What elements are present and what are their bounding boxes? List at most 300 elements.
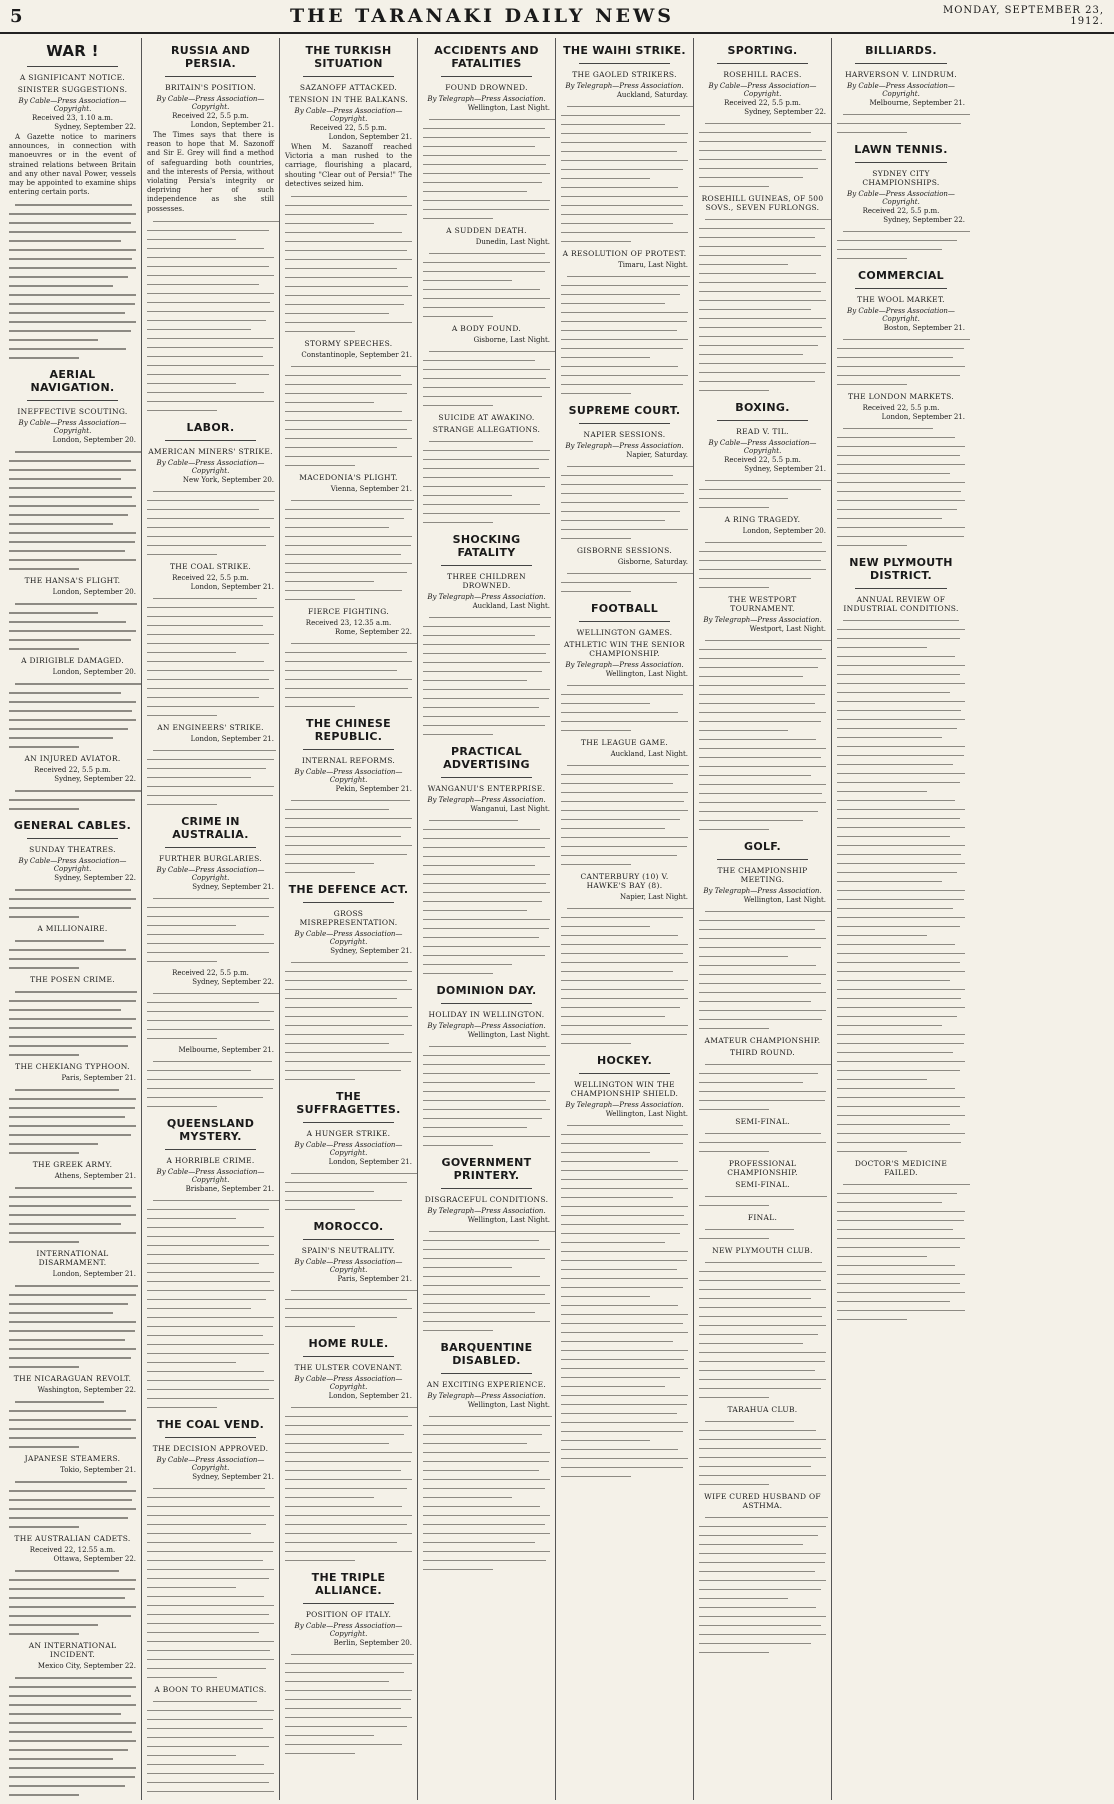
text-line: [9, 209, 136, 218]
dateline: London, September 21.: [52, 1270, 136, 1279]
text-line: [837, 1057, 965, 1066]
text-line: [837, 985, 965, 994]
text-line: [285, 1695, 412, 1704]
subheading: INTERNAL REFORMS.: [301, 756, 396, 766]
text-line: [423, 142, 550, 151]
text-line: [837, 994, 965, 1003]
text-line: [423, 133, 550, 142]
subheading: NAPIER SESSIONS.: [583, 430, 666, 439]
text-line: [147, 1232, 274, 1241]
text-line: [285, 577, 412, 586]
text-line: [285, 1686, 412, 1695]
dateline: Boston, September 21.: [883, 324, 965, 332]
text-lines: [147, 989, 274, 1043]
text-line: [561, 237, 688, 246]
text-line: [147, 1787, 274, 1796]
section-heading: FOOTBALL: [590, 602, 659, 615]
text-line: [699, 1480, 826, 1489]
text-line: [837, 886, 965, 895]
section-heading: THE SUFFRAGETTES.: [296, 1090, 401, 1117]
text-line: [147, 226, 274, 235]
text-line: [9, 1317, 136, 1326]
text-line: [561, 690, 688, 699]
text-line: [9, 1477, 136, 1486]
text-line: [837, 353, 965, 362]
text-line: [9, 1281, 136, 1290]
text-line: [147, 289, 274, 298]
text-line: [699, 1558, 826, 1567]
text-line: [9, 1228, 136, 1237]
text-line: [423, 169, 550, 178]
text-line: [9, 804, 136, 813]
text-line: [9, 697, 136, 706]
text-line: [561, 138, 688, 147]
subheading: READ V. TIL.: [736, 427, 789, 436]
subheading: SINISTER SUGGESTIONS.: [17, 85, 128, 94]
text-lines: [285, 362, 412, 470]
text-line: [699, 1348, 826, 1357]
section-heading: GOLF.: [744, 840, 781, 853]
text-line: [423, 1051, 550, 1060]
text-line: [699, 538, 826, 547]
text-line: [837, 1198, 965, 1207]
text-line: [561, 534, 688, 543]
text-line: [285, 1722, 412, 1731]
text-line: [9, 447, 136, 456]
text-line: [147, 1093, 274, 1102]
column-2: [142, 38, 280, 1800]
text-line: [147, 1601, 274, 1610]
text-line: [699, 663, 826, 672]
text-line: [147, 307, 274, 316]
subheading: SAZANOFF ATTACKED.: [299, 83, 398, 92]
text-line: [285, 1313, 412, 1322]
text-line: [561, 949, 688, 958]
text-line: [561, 290, 688, 299]
section-heading: CRIME IN AUSTRALIA.: [172, 814, 249, 841]
text-line: [561, 344, 688, 353]
text-line: [837, 688, 965, 697]
divider: [579, 621, 670, 622]
subheading: THREE CHILDREN DROWNED.: [447, 572, 526, 590]
text-line: [837, 904, 965, 913]
text-line: [699, 1567, 826, 1576]
subheading: GISBORNE SESSIONS.: [576, 546, 673, 555]
text-line: [699, 1531, 826, 1540]
text-line: [561, 471, 688, 480]
text-line: [423, 951, 550, 960]
subheading: THE WESTPORT TOURNAMENT.: [728, 595, 797, 613]
text-line: [561, 931, 688, 940]
text-line: [699, 476, 826, 485]
text-line: [837, 958, 965, 967]
text-line: [699, 556, 826, 565]
dateline: Gisborne, Saturday.: [617, 558, 688, 566]
text-line: [561, 192, 688, 201]
text-line: [561, 1301, 688, 1310]
text-line: [9, 1308, 136, 1317]
text-line: [147, 298, 274, 307]
text-line: [147, 1706, 274, 1715]
credit-line: By Cable—Press Association—Copyright.: [18, 857, 127, 874]
text-line: [285, 1430, 412, 1439]
text-line: [147, 505, 274, 514]
text-line: [837, 859, 965, 868]
subheading: THE POSEN CRIME.: [30, 975, 115, 985]
text-line: [9, 281, 136, 290]
text-line: [423, 1141, 550, 1150]
text-line: [699, 1540, 826, 1549]
text-line: [285, 985, 412, 994]
article-text: When M. Sazanoff reached Victoria a man rushed to the carriage, flourishing a placard, shouting "Clear out of Persia!" The detectives seized him.: [285, 143, 412, 188]
text-line: [423, 1511, 550, 1520]
text-line: [147, 280, 274, 289]
text-line: [699, 1258, 826, 1267]
credit-line: By Cable—Press Association—Copyright.: [156, 1455, 265, 1472]
text-line: [837, 1252, 965, 1261]
text-lines: [423, 613, 550, 739]
text-line: [837, 661, 965, 670]
text-line: [561, 111, 688, 120]
text-line: [9, 795, 136, 804]
text-line: [423, 401, 550, 410]
text-line: [837, 1306, 965, 1315]
text-line: [837, 1075, 965, 1084]
text-line: [837, 1129, 965, 1138]
text-line: [561, 1328, 688, 1337]
text-line: [561, 569, 688, 578]
text-line: [147, 370, 274, 379]
text-line: [699, 961, 826, 970]
text-line: [9, 1504, 136, 1513]
text-line: [423, 640, 550, 649]
text-line: [837, 245, 965, 254]
text-line: [561, 228, 688, 237]
text-lines: [561, 272, 688, 398]
text-line: [561, 462, 688, 471]
text-lines: [423, 816, 550, 978]
text-lines: [147, 1057, 274, 1111]
text-line: [561, 272, 688, 281]
text-line: [423, 1430, 550, 1439]
text-line: [9, 1575, 136, 1584]
text-line: [147, 325, 274, 334]
dateline: Auckland, Saturday.: [616, 91, 688, 99]
subheading: GROSS MISREPRESENTATION.: [299, 909, 398, 928]
divider: [855, 288, 947, 289]
text-line: [147, 755, 274, 764]
text-line: [9, 706, 136, 715]
text-line: [147, 1259, 274, 1268]
text-line: [9, 786, 136, 795]
text-line: [147, 1574, 274, 1583]
text-lines: [147, 1697, 274, 1800]
text-line: [699, 1417, 826, 1426]
text-line: [285, 264, 412, 273]
text-line: [423, 1538, 550, 1547]
subheading: A SIGNIFICANT NOTICE.: [19, 73, 126, 82]
text-line: [285, 541, 412, 550]
text-line: [9, 1219, 136, 1228]
text-lines: [423, 249, 550, 321]
text-lines: [147, 217, 274, 415]
text-line: [285, 1475, 412, 1484]
divider: [165, 1437, 256, 1438]
text-line: [561, 1391, 688, 1400]
subheading: A RESOLUTION OF PROTEST.: [562, 249, 687, 258]
text-line: [285, 1403, 412, 1412]
text-line: [9, 564, 136, 573]
text-line: [9, 1094, 136, 1103]
text-line: [837, 868, 965, 877]
subheading: SUNDAY THEATRES.: [29, 845, 116, 855]
text-line: [9, 1745, 136, 1754]
text-line: [561, 353, 688, 362]
dateline: Wellington, Last Night.: [605, 1110, 688, 1118]
text-line: [285, 1003, 412, 1012]
text-line: [285, 1075, 412, 1084]
text-line: [285, 1421, 412, 1430]
text-line: [285, 1547, 412, 1556]
text-line: [837, 895, 965, 904]
text-line: [285, 550, 412, 559]
text-line: [9, 1103, 136, 1112]
text-line: [699, 997, 826, 1006]
text-line: [699, 182, 826, 191]
credit-line: By Cable—Press Association—Copyright.: [294, 1375, 403, 1392]
text-line: [837, 1102, 965, 1111]
text-line: [9, 936, 136, 945]
text-line: [147, 1286, 274, 1295]
text-line: [837, 1039, 965, 1048]
text-line: [9, 1299, 136, 1308]
text-line: [561, 1175, 688, 1184]
text-line: [9, 317, 136, 326]
masthead: [0, 0, 1114, 34]
text-line: [699, 155, 826, 164]
text-line: [9, 263, 136, 272]
dateline: London, September 21.: [190, 734, 274, 743]
text-line: [285, 192, 412, 201]
text-line: [9, 1050, 136, 1059]
text-line: [147, 603, 274, 612]
text-line: [9, 626, 136, 635]
text-line: [699, 916, 826, 925]
text-line: [9, 945, 136, 954]
text-line: [147, 1331, 274, 1340]
text-line: [837, 814, 965, 823]
text-line: [423, 482, 550, 491]
text-line: [423, 676, 550, 685]
divider: [303, 1239, 394, 1240]
text-line: [699, 825, 826, 834]
section-heading: THE TURKISH SITUATION: [305, 44, 392, 70]
text-line: [285, 380, 412, 389]
text-line: [285, 425, 412, 434]
text-line: [837, 514, 965, 523]
text-lines: [9, 1566, 136, 1638]
text-line: [837, 1021, 965, 1030]
text-line: [423, 178, 550, 187]
text-line: [561, 525, 688, 534]
subheading: TENSION IN THE BALKANS.: [289, 95, 408, 104]
text-line: [285, 832, 412, 841]
text-line: [285, 648, 412, 657]
text-line: [699, 780, 826, 789]
text-line: [837, 1120, 965, 1129]
text-line: [561, 1472, 688, 1481]
dateline: London, September 21.: [190, 121, 274, 129]
text-line: [561, 779, 688, 788]
text-line: [9, 885, 136, 894]
divider: [579, 423, 670, 424]
text-line: [561, 1310, 688, 1319]
text-line: [9, 1433, 136, 1442]
text-line: [285, 1740, 412, 1749]
text-line: [9, 1032, 136, 1041]
text-line: [147, 1733, 274, 1742]
text-line: [699, 1192, 826, 1201]
text-line: [561, 489, 688, 498]
text-line: [147, 773, 274, 782]
text-line: [285, 1731, 412, 1740]
text-line: [9, 894, 136, 903]
text-line: [837, 362, 965, 371]
text-line: [285, 1668, 412, 1677]
dateline: Melbourne, September 21.: [178, 1045, 274, 1054]
credit-line: By Telegraph—Press Association.: [703, 887, 822, 895]
text-line: [699, 681, 826, 690]
text-line: [837, 805, 965, 814]
subheading: POSITION OF ITALY.: [305, 1610, 392, 1620]
text-line: [423, 249, 550, 258]
text-line: [147, 271, 274, 280]
text-line: [9, 1121, 136, 1130]
text-line: [699, 1357, 826, 1366]
text-line: [147, 746, 274, 755]
text-line: [9, 1139, 136, 1148]
text-line: [9, 1629, 136, 1638]
article-text: The Times says that there is reason to hope that M. Sazonoff and Sir E. Grey will find a method of safeguarding both countries, and the interests of Persia, without violating Persia's integrity or depriving her of such independence as she still possesses.: [147, 131, 274, 213]
section-heading: COMMERCIAL: [858, 269, 944, 282]
text-line: [285, 219, 412, 228]
text-line: [423, 721, 550, 730]
text-lines: [9, 200, 136, 362]
text-line: [147, 1637, 274, 1646]
text-line: [9, 483, 136, 492]
text-line: [423, 303, 550, 312]
text-line: [285, 300, 412, 309]
text-line: [285, 702, 412, 711]
text-line: [285, 443, 412, 452]
subheading: AN ENGINEERS' STRIKE.: [157, 722, 264, 732]
text-line: [699, 753, 826, 762]
text-line: [147, 1619, 274, 1628]
text-line: [837, 634, 965, 643]
text-line: [561, 1039, 688, 1048]
text-line: [423, 473, 550, 482]
text-line: [561, 174, 688, 183]
text-line: [837, 523, 965, 532]
text-line: [423, 1317, 550, 1326]
dateline: Melbourne, September 21.: [869, 99, 965, 107]
text-line: [837, 1207, 965, 1216]
text-line: [561, 1247, 688, 1256]
text-line: [561, 210, 688, 219]
text-line: [285, 318, 412, 327]
subheading: THE ULSTER COVENANT.: [294, 1363, 403, 1373]
text-line: [837, 778, 965, 787]
text-line: [837, 679, 965, 688]
page-number: 5: [10, 5, 23, 27]
text-line: [9, 1718, 136, 1727]
text-line: [561, 797, 688, 806]
text-line: [699, 699, 826, 708]
text-lines: [9, 936, 136, 972]
subheading: AN INJURED AVIATOR.: [24, 754, 121, 764]
text-line: [9, 1290, 136, 1299]
text-line: [147, 666, 274, 675]
text-line: [285, 1466, 412, 1475]
text-line: [699, 269, 826, 278]
text-line: [837, 733, 965, 742]
text-line: [147, 406, 274, 415]
subheading: WIFE CURED HUSBAND OF ASTHMA.: [704, 1492, 821, 1510]
text-line: [147, 1778, 274, 1787]
text-line: [699, 260, 826, 269]
text-line: [699, 654, 826, 663]
text-line: [423, 694, 550, 703]
text-line: [699, 1339, 826, 1348]
text-line: [423, 915, 550, 924]
section-heading: THE TRIPLE ALLIANCE.: [311, 1571, 386, 1598]
text-line: [561, 958, 688, 967]
divider: [441, 76, 532, 77]
text-line: [147, 1358, 274, 1367]
credit-line: By Telegraph—Press Association.: [427, 593, 546, 601]
received-time: Received 23, 1.10 a.m.: [32, 114, 113, 122]
text-line: [147, 657, 274, 666]
text-line: [147, 1057, 274, 1066]
text-line: [837, 1225, 965, 1234]
text-line: [285, 371, 412, 380]
text-line: [147, 1484, 274, 1493]
dateline: Auckland, Last Night.: [472, 602, 550, 610]
text-line: [9, 519, 136, 528]
text-line: [837, 706, 965, 715]
text-line: [9, 608, 136, 617]
text-line: [9, 1148, 136, 1157]
text-line: [561, 1427, 688, 1436]
text-line: [423, 834, 550, 843]
text-line: [837, 1147, 965, 1156]
text-line: [423, 205, 550, 214]
credit-line: By Telegraph—Press Association.: [427, 1022, 546, 1030]
text-line: [147, 948, 274, 957]
text-line: [285, 291, 412, 300]
text-line: [837, 469, 965, 478]
text-line: [9, 1362, 136, 1371]
text-line: [837, 1270, 965, 1279]
text-line: [285, 796, 412, 805]
text-line: [147, 334, 274, 343]
subheading: FINAL.: [747, 1213, 778, 1222]
subheading: THE AUSTRALIAN CADETS.: [14, 1534, 131, 1544]
text-line: [285, 859, 412, 868]
text-line: [285, 389, 412, 398]
text-line: [423, 115, 550, 124]
text-line: [837, 1189, 965, 1198]
